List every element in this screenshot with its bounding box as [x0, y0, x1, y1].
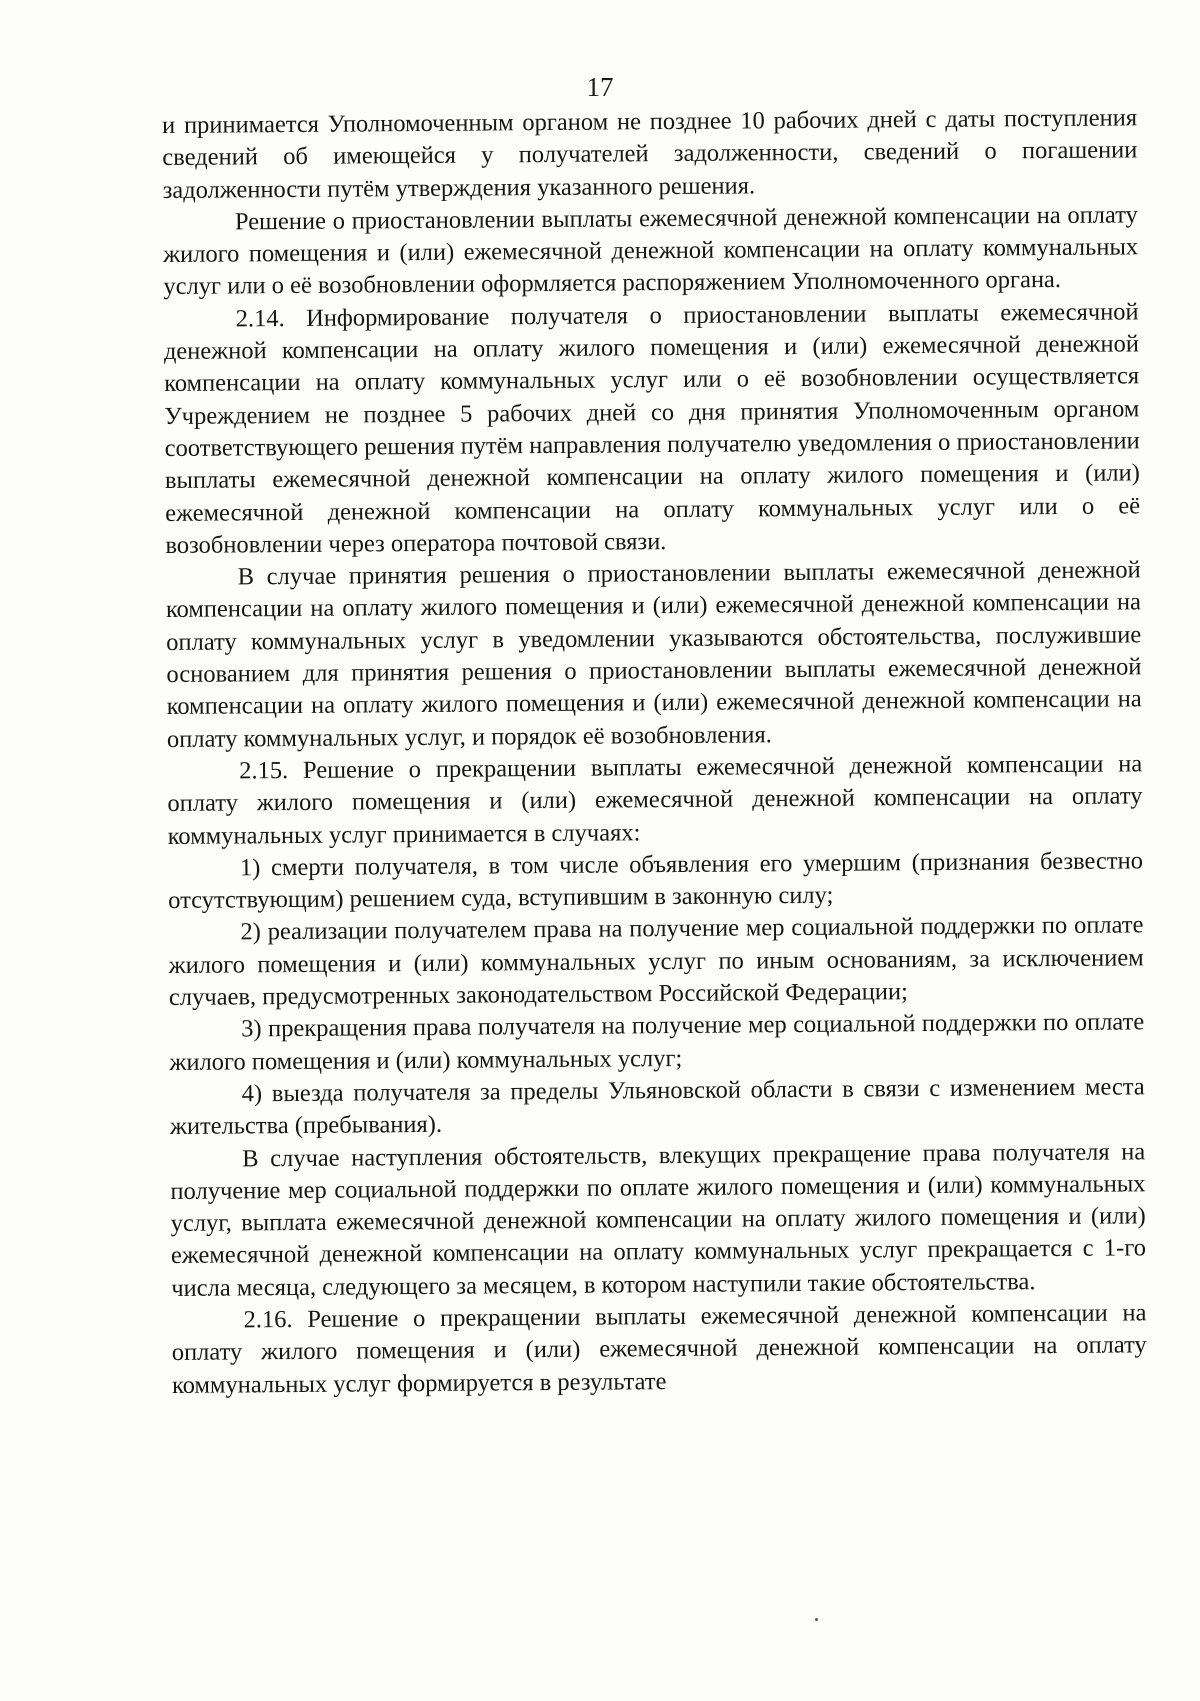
document-body: [162, 102, 1147, 1401]
list-item-2: 2) реализации получателем права на получение мер социальной поддержки по оплате жилого помещения и (или) коммунальных услуг по иным основаниям, за исключением случаев, предусмотренных законодательством Российской Федерации;: [168, 911, 1144, 1011]
page-number: 17: [586, 72, 614, 102]
paragraph-continuation: и принимается Уполномоченным органом не позднее 10 рабочих дней с даты поступления сведений об имеющейся у получателей задолженности, сведений о погашении задолженности путём утверждения указанного решения.: [162, 104, 1138, 204]
list-item-1: 1) смерти получателя, в том числе объявления его умершим (признания безвестно отсутствующим) решением суда, вступившим в законную силу;: [168, 847, 1144, 915]
paragraph-termination-circumstances: В случае наступления обстоятельств, влекущих прекращение права получателя на получение мер социальной поддержки по оплате жилого помещения и (или) коммунальных услуг, выплата ежемесячной денежной компенсации на оплату жилого помещения и (или) ежемесячной денежной компенсации на оплату коммунальных услуг прекращается с 1-го числа месяца, следующего за месяцем, в котором наступили такие обстоятельства.: [170, 1137, 1147, 1302]
list-item-4: 4) выезда получателя за пределы Ульяновской области в связи с изменением места жительства (пребывания).: [169, 1073, 1145, 1141]
list-item-3: 3) прекращения права получателя на получение мер социальной поддержки по оплате жилого помещения и (или) коммунальных услуг;: [169, 1008, 1145, 1076]
paragraph-2-16: 2.16. Решение о прекращении выплаты ежемесячной денежной компенсации на оплату жилого помещения и (или) ежемесячной денежной компенсации на оплату коммунальных услуг формируется в результате: [171, 1299, 1147, 1399]
paragraph-2-14: 2.14. Информирование получателя о приостановлении выплаты ежемесячной денежной компенсации на оплату жилого помещения и (или) ежемесячной денежной компенсации на оплату коммунальных услуг или о её возобновлении осуществляется Учреждением не позднее 5 рабочих дней со дня принятия Уполномоченным органом соответствующего решения путём направления получателю уведомления о приостановлении выплаты ежемесячной денежной компенсации на оплату жилого помещения и (или) ежемесячной денежной компенсации на оплату коммунальных услуг или о её возобновлении через оператора почтовой связи.: [163, 298, 1141, 559]
paragraph-2-15: 2.15. Решение о прекращении выплаты ежемесячной денежной компенсации на оплату жилого помещения и (или) ежемесячной денежной компенсации на оплату коммунальных услуг принимается в случаях:: [167, 750, 1143, 850]
paragraph-suspension-decision: Решение о приостановлении выплаты ежемесячной денежной компенсации на оплату жилого помещения и (или) ежемесячной денежной компенсации на оплату коммунальных услуг или о её возобновлении оформляется распоряжением Уполномоченного органа.: [163, 201, 1139, 301]
paragraph-suspension-notice: В случае принятия решения о приостановлении выплаты ежемесячной денежной компенсации на оплату жилого помещения и (или) ежемесячной денежной компенсации на оплату коммунальных услуг в уведомлении указываются обстоятельства, послужившие основанием для принятия решения о приостановлении выплаты ежемесячной денежной компенсации на оплату жилого помещения и (или) ежемесячной денежной компенсации на оплату коммунальных услуг, и порядок её возобновления.: [165, 556, 1142, 753]
scan-speck: [815, 1618, 818, 1621]
